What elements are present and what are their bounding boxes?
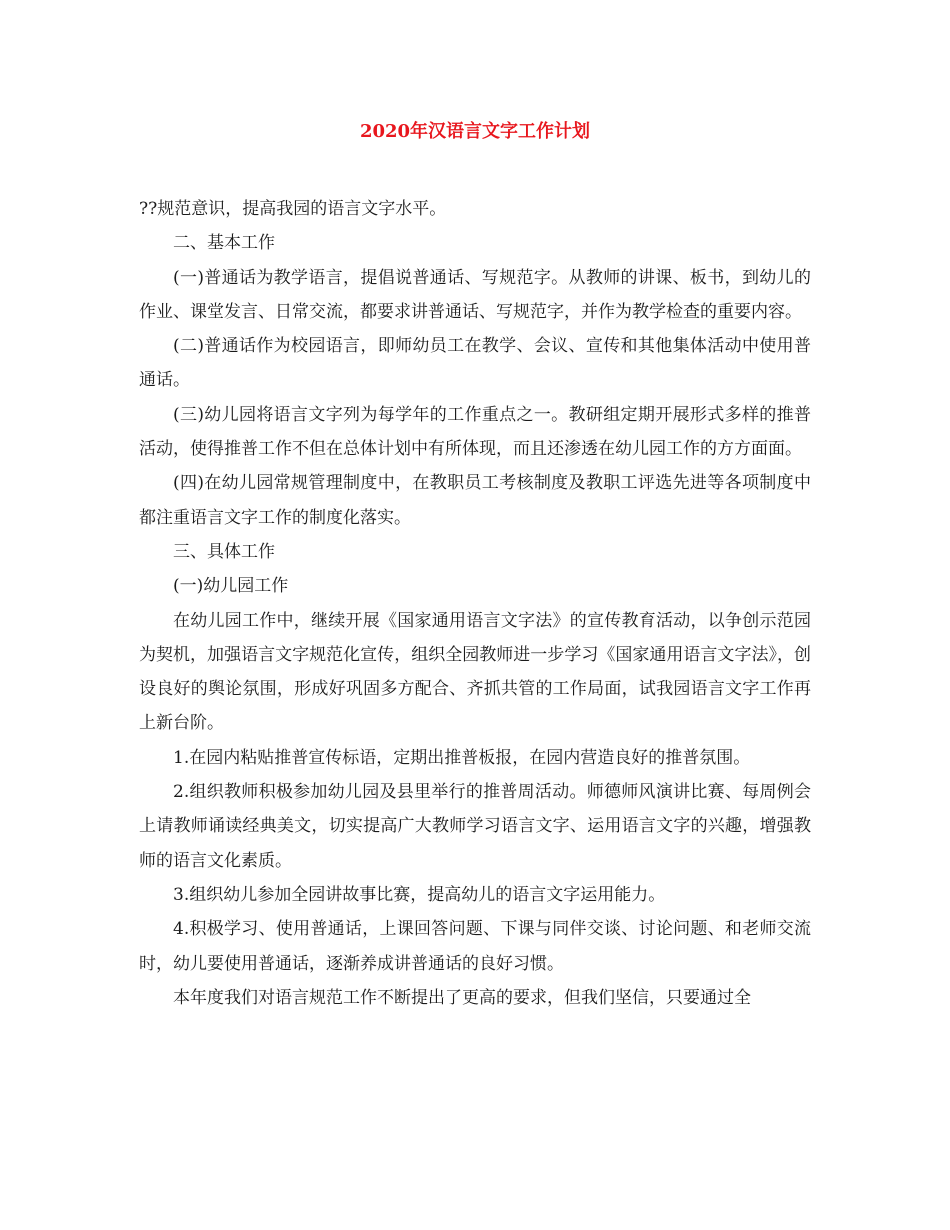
paragraph: (三)幼儿园将语言文字列为每学年的工作重点之一。教研组定期开展形式多样的推普活动，使得推普工作不但在总体计划中有所体现，而且还渗透在幼儿园工作的方方面面。: [139, 404, 811, 460]
section-heading-specific-work: 三、具体工作: [173, 541, 275, 562]
paragraph: (二)普通话作为校园语言，即师幼员工在教学、会议、宣传和其他集体活动中使用普通话。: [139, 336, 811, 391]
paragraph: 本年度我们对语言规范工作不断提出了更高的要求，但我们坚信，只要通过全: [173, 987, 751, 1008]
section-heading-basic-work: 二、基本工作: [173, 233, 275, 254]
list-item: 4.积极学习、使用普通话，上课回答问题、下课与同伴交谈、讨论问题、和老师交流时，幼儿要使用普通话，逐渐养成讲普通话的良好习惯。: [139, 919, 811, 974]
document-body: [139, 192, 811, 1015]
paragraph: (一)普通话为教学语言，提倡说普通话、写规范字。从教师的讲课、板书，到幼儿的作业、课堂发言、日常交流，都要求讲普通话、写规范字，并作为教学检查的重要内容。: [139, 267, 811, 322]
paragraph: 在幼儿园工作中，继续开展《国家通用语言文字法》的宣传教育活动，以争创示范园为契机，加强语言文字规范化宣传，组织全园教师进一步学习《国家通用语言文字法》，创设良好的舆论氛围，形成好巩固多方配合、齐抓共管的工作局面，试我园语言文字工作再上新台阶。: [139, 610, 811, 734]
list-item: 3.组织幼儿参加全园讲故事比赛，提高幼儿的语言文字运用能力。: [173, 884, 666, 905]
document-title: 2020年汉语言文字工作计划: [359, 121, 591, 142]
paragraph: ??规范意识，提高我园的语言文字水平。: [139, 199, 447, 219]
subsection-heading-kindergarten-work: (一)幼儿园工作: [173, 576, 289, 597]
list-item: 1.在园内粘贴推普宣传标语，定期出推普板报，在园内营造良好的推普氛围。: [173, 747, 751, 768]
list-item: 2.组织教师积极参加幼儿园及县里举行的推普周活动。师德师风演讲比赛、每周例会上请教师诵读经典美文，切实提高广大教师学习语言文字、运用语言文字的兴趣，增强教师的语言文化素质。: [139, 782, 811, 871]
paragraph: (四)在幼儿园常规管理制度中，在教职员工考核制度及教职工评选先进等各项制度中都注重语言文字工作的制度化落实。: [139, 473, 811, 528]
